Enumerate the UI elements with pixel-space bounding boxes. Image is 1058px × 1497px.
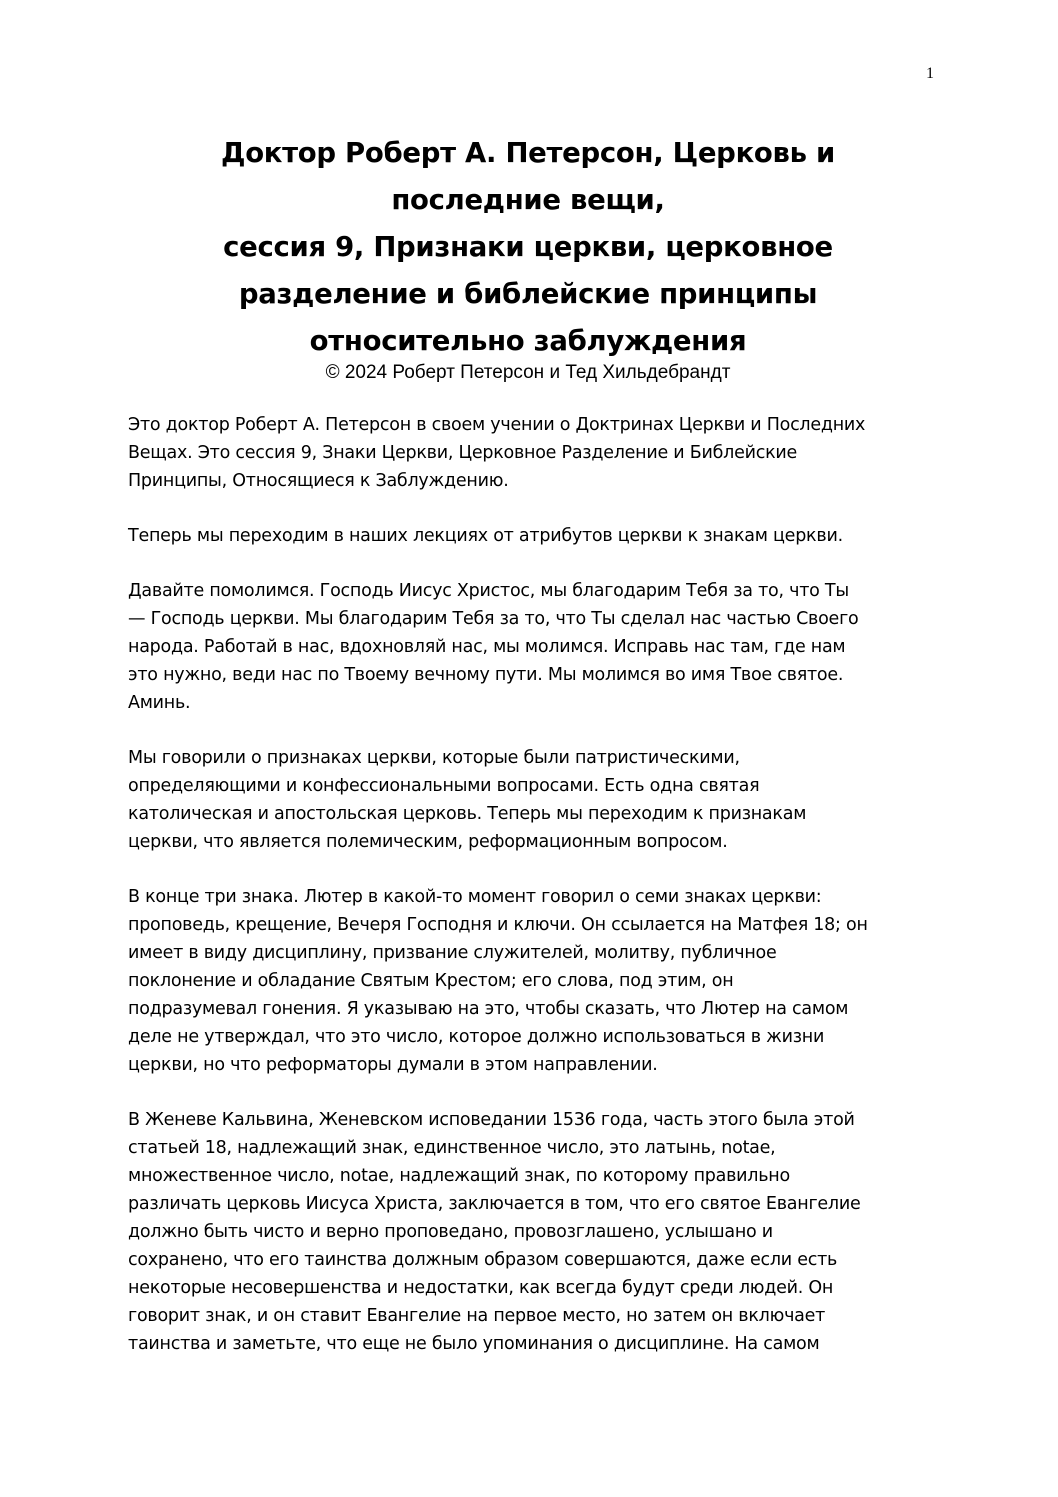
copyright-notice: © 2024 Роберт Петерсон и Тед Хильдебрандт (325, 362, 731, 383)
paragraph-geneva (128, 1106, 933, 1358)
text-line: некоторые несовершенства и недостатки, как всегда будут среди людей. Он (128, 1278, 834, 1298)
text-line: Теперь мы переходим в наших лекциях от атрибутов церкви к знакам церкви. (128, 526, 843, 546)
text-line: церкви, что является полемическим, реформационным вопросом. (128, 832, 728, 852)
text-line: Это доктор Роберт А. Петерсон в своем учении о Доктринах Церкви и Последних (128, 415, 866, 435)
text-line: таинства и заметьте, что еще не было упоминания о дисциплине. На самом (128, 1334, 820, 1354)
text-line: В конце три знака. Лютер в какой-то момент говорил о семи знаках церкви: (128, 887, 822, 907)
text-line: Мы говорили о признаках церкви, которые были патристическими, (128, 748, 740, 768)
text-line: Аминь. (128, 693, 191, 713)
text-line: статьей 18, надлежащий знак, единственное число, это латынь, notae, (128, 1138, 776, 1158)
paragraph-luther (128, 883, 933, 1079)
text-line: сохранено, что его таинства должным образом совершаются, даже если есть (128, 1250, 838, 1270)
text-line: В Женеве Кальвина, Женевском исповедании 1536 года, часть этого была этой (128, 1110, 855, 1130)
text-line: множественное число, notae, надлежащий знак, по которому правильно (128, 1166, 790, 1186)
paragraph-prayer (128, 577, 933, 717)
text-line: подразумевал гонения. Я указываю на это, чтобы сказать, что Лютер на самом (128, 999, 849, 1019)
text-line: имеет в виду дисциплину, призвание служителей, молитву, публичное (128, 943, 777, 963)
paragraph-transition (128, 522, 933, 550)
page-number: 1 (926, 65, 934, 82)
paragraph-intro (128, 411, 933, 495)
text-line: — Господь церкви. Мы благодарим Тебя за то, что Ты сделал нас частью Своего (128, 609, 859, 629)
text-line: поклонение и обладание Святым Крестом; его слова, под этим, он (128, 971, 734, 991)
title-line: сессия 9, Признаки церкви, церковное (223, 231, 833, 263)
title-line: последние вещи, (391, 184, 665, 216)
text-line: это нужно, веди нас по Твоему вечному пути. Мы молимся во имя Твое святое. (128, 665, 844, 685)
text-line: определяющими и конфессиональными вопросами. Есть одна святая (128, 776, 760, 796)
text-line: католическая и апостольская церковь. Теперь мы переходим к признакам (128, 804, 807, 824)
title-line: относительно заблуждения (309, 325, 747, 357)
text-line: церкви, но что реформаторы думали в этом направлении. (128, 1055, 658, 1075)
text-line: народа. Работай в нас, вдохновляй нас, мы молимся. Исправь нас там, где нам (128, 637, 846, 657)
text-line: говорит знак, и он ставит Евангелие на первое место, но затем он включает (128, 1306, 826, 1326)
document-body (128, 411, 933, 1385)
text-line: деле не утверждал, что это число, которое должно использоваться в жизни (128, 1027, 825, 1047)
document-title-block (128, 130, 928, 385)
text-line: должно быть чисто и верно проповедано, провозглашено, услышано и (128, 1222, 773, 1242)
text-line: Вещах. Это сессия 9, Знаки Церкви, Церковное Разделение и Библейские (128, 443, 798, 463)
text-line: различать церковь Иисуса Христа, заключается в том, что его святое Евангелие (128, 1194, 861, 1214)
text-line: проповедь, крещение, Вечеря Господня и ключи. Он ссылается на Матфея 18; он (128, 915, 868, 935)
text-line: Давайте помолимся. Господь Иисус Христос, мы благодарим Тебя за то, что Ты (128, 581, 849, 601)
paragraph-attributes (128, 744, 933, 856)
title-line: разделение и библейские принципы (238, 278, 818, 310)
title-line: Доктор Роберт А. Петерсон, Церковь и (221, 137, 835, 169)
text-line: Принципы, Относящиеся к Заблуждению. (128, 471, 509, 491)
